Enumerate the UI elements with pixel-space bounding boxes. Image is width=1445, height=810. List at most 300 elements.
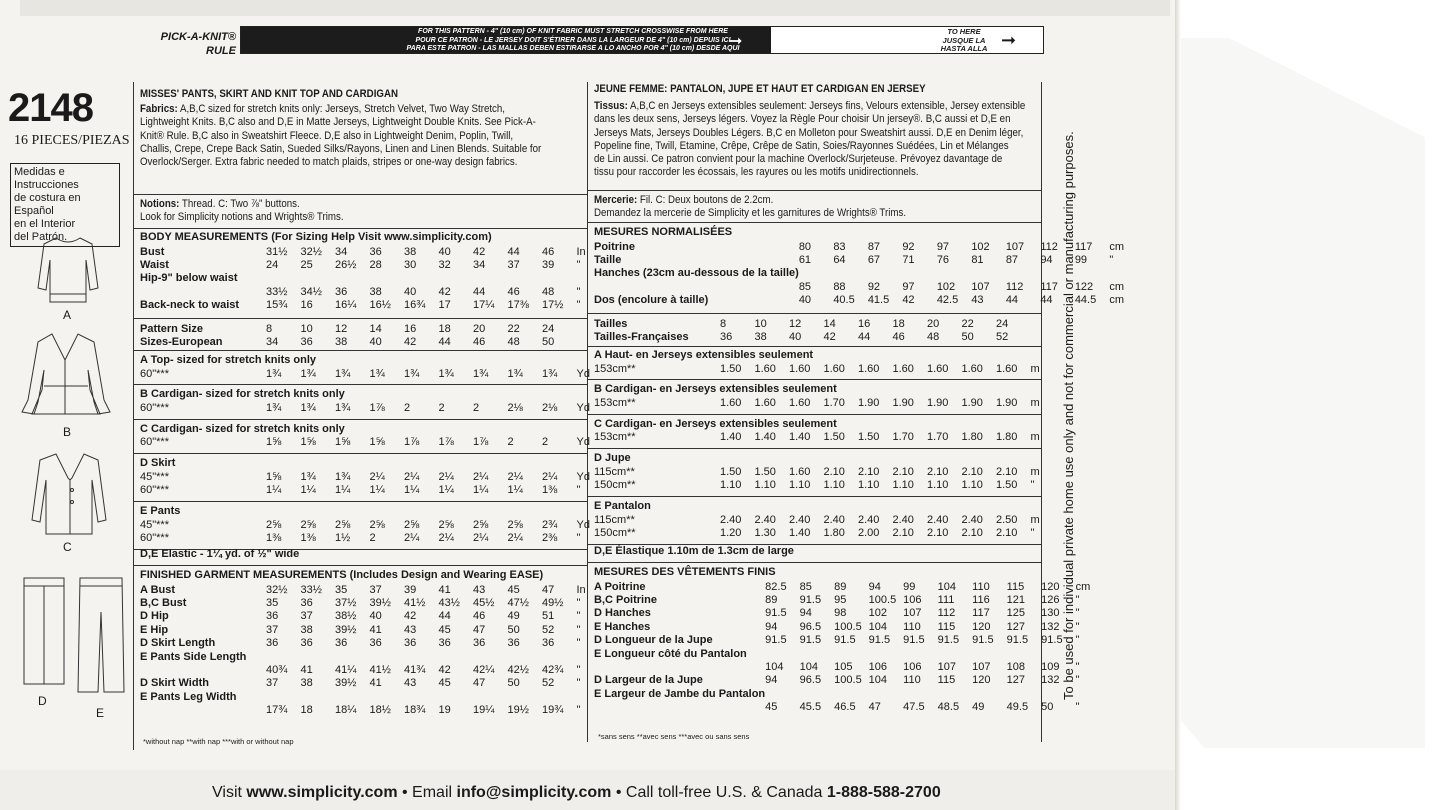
table-cell: 1.80 [996,431,1018,444]
table-cell: 1⅞ [438,436,454,449]
table-cell: 67 [867,254,881,267]
table-cell: 36 [300,336,313,349]
to-here-en: TO HERE [947,27,981,36]
tissus-label: Tissus: [594,100,628,113]
table-cell [140,663,266,676]
table-cell: In [576,583,586,596]
spanish-note-line: Medidas e Instrucciones [14,166,79,191]
usage-restriction-note: To be used for individual private home use only and not for commercial or manufacturing purposes. [1061,131,1076,700]
table-cell: 104 [765,661,784,674]
table-cell: Waist [140,259,169,272]
stretch-line-fr: POUR CE PATRON - LE JERSEY DOIT S'ÉTIRER DANS LA LARGEUR DE 4" (10 cm) DEPUIS ICI [415,36,731,44]
fabrics-line: A,B,C sized for stretch knits only: Jerseys, Stretch Velvet, Two Way Stretch, [177,103,506,116]
table-cell: 1.60 [754,397,776,410]
table-cell: 1⅝ [266,470,282,483]
measurement-table [140,401,597,414]
measurement-table [594,396,1051,409]
table-cell: 1.50 [754,465,776,478]
table-cell: 16¼ [335,299,357,312]
table-cell: 117 [1074,240,1093,253]
table-cell: 41 [369,623,382,636]
table-cell: 46 [542,245,555,258]
table-cell: 41½ [369,664,391,677]
section-heading: A Haut [594,349,630,361]
table-cell: 2 [473,402,480,415]
table-cell: 42 [823,331,836,344]
notions-label: Notions: [140,198,180,210]
table-cell: 30 [404,259,417,272]
table-cell: 2.00 [858,527,880,540]
notions-text-2: Look for Simplicity notions and Wrights® Trims. [140,211,344,224]
table-cell: A Bust [140,583,176,596]
divider [587,562,1041,563]
table-cell: 121 [1006,594,1026,607]
measurement-table [140,322,577,349]
table-cell: 45"*** [140,518,169,531]
table-cell: 32½ [266,583,288,596]
table-cell: 94 [799,607,812,620]
table-cell: 40 [789,331,802,344]
table-cell: 94 [1040,254,1053,267]
section-heading: A Top [140,354,170,366]
table-cell: " [1075,661,1080,674]
table-cell: 1¾ [266,402,282,415]
table-cell: 44 [1005,294,1019,307]
table-cell: 2¼ [404,532,420,545]
table-cell: 36 [438,637,451,650]
table-cell [335,272,370,285]
table-cell [800,687,835,700]
table-row [594,701,1096,714]
spanish-note-line: en el Interior [14,218,76,230]
table-cell: 38 [369,285,382,298]
table-cell: 117 [1040,280,1058,293]
table-cell: 41 [438,583,451,596]
section-title [594,349,813,361]
table-cell: E Pants Side Length [140,650,247,663]
table-cell: 37 [369,583,382,596]
table-cell: 1.70 [892,431,914,444]
table-cell: 40 [798,294,812,307]
divider [133,384,587,385]
section-heading: C Cardigan [140,422,199,435]
table-cell [473,650,508,663]
table-cell: 42½ [507,664,529,677]
view-e-pants-sketch [74,572,128,698]
table-cell: 43 [404,677,417,690]
table-cell: 8 [720,317,727,330]
table-cell: 1.90 [927,397,949,410]
table-cell: E Longueur côté du Pantalon [594,647,747,660]
table-row [140,367,597,380]
table-cell: 91.5 [765,607,787,620]
table-cell: 1⅜ [300,532,316,545]
section-heading: D,E Élastique [594,545,665,557]
table-cell: 106 [868,661,888,674]
table-cell [1076,687,1096,700]
section-heading: D Skirt [140,457,176,470]
table-cell: 34 [266,336,279,349]
table-cell: 120 [972,620,991,633]
table-cell: 1¼ [404,484,420,497]
table-cell: 17⅜ [507,299,529,312]
table-cell: 2¼ [438,532,454,545]
table-cell: 61 [798,254,812,267]
table-cell [765,647,800,660]
measurement-table [140,436,597,449]
table-cell: 99 [1074,254,1088,267]
table-cell: Hanches (23cm au-dessous de la taille) [594,267,799,280]
table-cell [594,701,765,714]
table-cell: 2⅛ [542,402,558,415]
table-cell: 2 [507,436,514,449]
table-row [140,518,597,531]
notions-text: Thread. C: Two ⅞" buttons. [179,198,300,210]
table-cell: 48 [542,285,555,298]
footer-contact [212,784,941,802]
table-cell: 1.60 [996,362,1018,375]
table-cell: cm [1109,240,1124,253]
table-cell: " [576,704,581,717]
spanish-note-line: del Patrón. [14,231,68,243]
table-row [140,258,597,271]
table-row [140,272,597,285]
table-cell: 2.10 [892,527,914,540]
phone-number[interactable]: 1-888-588-2700 [826,784,941,801]
table-cell: Yd [576,518,590,531]
section-heading: BODY MEASUREMENTS (For Sizing Help Visit www.simplicity.com) [140,231,492,243]
table-cell: 42.5 [936,294,959,307]
table-cell: 36 [266,610,279,623]
table-cell: 1.60 [892,362,914,375]
section-title [594,500,651,512]
table-cell: 47 [473,677,486,690]
call-label: • Call toll-free U.S. & Canada [611,784,827,801]
table-cell: 1¼ [300,484,316,497]
table-row [140,650,597,663]
table-cell: 33½ [300,583,322,596]
table-row [594,647,1096,660]
table-cell: 1⅝ [369,436,385,449]
table-cell: 36 [404,637,417,650]
table-cell: 45½ [473,597,495,610]
table-cell: cm [1109,294,1124,307]
table-cell: 107 [1005,240,1025,253]
table-cell: 37½ [335,597,357,610]
table-cell [473,690,508,703]
table-cell: 36 [507,637,520,650]
table-cell: 2 [438,402,445,415]
table-cell: 1.60 [789,362,811,375]
table-cell: 2.10 [927,527,949,540]
table-cell: 36 [300,637,313,650]
table-cell: 42 [404,336,417,349]
table-cell: 91.5 [937,634,960,647]
table-cell [335,690,370,703]
table-cell: " [1030,527,1035,540]
table-cell: 28 [369,259,382,272]
section-title [140,548,299,560]
table-cell: 2.10 [892,465,914,478]
section-title [594,452,631,464]
view-e-label: E [96,706,105,720]
table-cell: 52 [542,677,555,690]
website-link[interactable]: www.simplicity.com [246,784,398,801]
table-cell: 1.10 [823,479,845,492]
table-row [140,596,597,609]
table-row [594,513,1051,526]
table-cell: 46.5 [834,701,856,714]
table-row [140,610,597,623]
table-cell: Hip-9" below waist [140,272,238,285]
table-cell: 47 [542,583,555,596]
table-cell: 48 [507,336,520,349]
divider [587,313,1041,314]
table-row [594,267,1129,280]
table-cell: 85 [798,280,812,293]
table-cell: " [1075,620,1080,633]
table-cell: 126 [1041,594,1060,607]
table-cell: 49 [507,610,520,623]
table-cell: 43 [473,583,486,596]
table-cell: 41¼ [335,664,357,677]
section-heading: E Pantalon [594,500,651,512]
table-cell: 40 [369,610,382,623]
pick-a-knit-label: PICK-A-KNIT® [160,31,236,43]
table-cell: 1.10 [927,479,949,492]
tissus-line: tissu pour raccorder les écossais, les rayures ou les motifs unidirectionnels. [594,166,919,179]
table-row [140,436,597,449]
table-cell [902,267,937,280]
table-cell [972,687,1007,700]
table-cell: 106 [903,661,922,674]
table-cell: 24 [996,317,1009,330]
section-note: - en Jerseys extensibles seulement [629,349,814,361]
table-cell: Back-neck to waist [140,299,240,312]
section-heading: FINISHED GARMENT MEASUREMENTS (Includes Design and Wearing EASE) [140,569,544,581]
table-cell: 50 [1041,701,1054,714]
email-link[interactable]: info@simplicity.com [456,784,612,801]
table-cell: 22 [961,317,974,330]
table-cell: 104 [799,661,819,674]
table-cell: 37 [266,677,279,690]
table-cell: 102 [868,607,888,620]
table-cell [542,690,577,703]
table-cell: 99 [903,580,916,593]
table-cell: 44 [858,331,871,344]
table-cell: 46 [507,285,520,298]
table-cell: 1¼ [266,484,282,497]
table-cell: 1⅝ [335,436,351,449]
table-cell: 81 [971,254,984,267]
table-cell: 1.80 [823,527,845,540]
table-cell: 2 [369,532,376,545]
table-cell: 153cm** [594,397,636,410]
table-cell: 94 [765,674,778,687]
table-cell: 38 [300,677,313,690]
table-cell: 91.5 [903,634,925,647]
table-cell: 1¾ [335,402,351,415]
table-cell: 36 [335,637,348,650]
table-cell: E Hip [140,623,169,636]
table-cell: 2⅝ [369,518,385,531]
table-cell: 41½ [404,597,426,610]
table-cell: " [576,677,581,690]
envelope-flap [1180,38,1425,748]
table-cell: 1.60 [789,397,811,410]
table-cell: 2.10 [961,465,983,478]
view-d-skirt-sketch [20,572,68,692]
table-cell: 132 [1041,620,1060,633]
table-cell: 1.90 [961,397,983,410]
table-cell: 94 [765,620,778,633]
tissus-line: Popeline fine, Twill, Etamine, Crêpe, Crêpe de Satin, Soies/Rayonnes Suédées, Lin et Mélanges [594,139,1009,152]
table-cell [301,272,336,285]
section-title [594,383,837,395]
table-cell: 1.50 [720,362,742,375]
measurement-table [140,470,597,497]
table-cell: 44 [507,245,520,258]
table-cell: 102 [936,280,956,293]
table-cell: 49½ [542,597,564,610]
table-cell: 36 [335,285,348,298]
table-cell: 1.10 [858,479,880,492]
table-cell: 64 [833,254,846,267]
table-cell [938,647,973,660]
section-heading: MESURES NORMALISÉES [594,226,733,238]
table-cell: 41.5 [867,294,890,307]
table-cell: 37 [507,259,520,272]
table-cell: 20 [473,322,486,335]
measurement-table [140,245,597,312]
table-cell: 2⅝ [404,518,420,531]
table-cell: 116 [972,594,990,607]
section-heading: C Cardigan [594,417,653,430]
table-cell: 130 [1041,607,1060,620]
table-cell: 1¼ [335,484,351,497]
table-cell: 1¼ [473,484,489,497]
section-heading: B Cardigan [594,383,653,396]
table-cell: 87 [867,240,881,253]
table-cell: 127 [1006,620,1026,633]
divider [133,318,587,319]
measurement-table [594,513,1051,540]
section-title [140,569,543,581]
table-cell: " [576,597,581,610]
table-cell [370,650,405,663]
table-cell: Taille [594,254,622,267]
table-cell: 1.70 [927,431,949,444]
table-cell: 2⅝ [300,518,316,531]
table-cell: 2.40 [961,513,983,526]
table-cell: 42¼ [473,664,495,677]
table-cell [140,285,266,298]
table-cell: 1.40 [720,431,742,444]
table-cell: " [576,623,581,636]
table-cell: " [576,484,581,497]
table-cell: Tailles [594,317,628,330]
table-cell: 1¾ [335,470,351,483]
table-cell: " [576,285,581,298]
table-cell: 43 [404,623,417,636]
table-cell: 1¾ [300,367,316,380]
table-cell: 100.5 [834,674,862,687]
table-cell: 2.40 [754,513,776,526]
view-c-label: C [63,540,72,554]
table-cell: 50 [961,331,974,344]
table-cell: 2.40 [823,513,845,526]
table-cell: Sizes-European [140,336,223,349]
table-cell: 87 [1005,254,1019,267]
table-cell: 76 [936,254,950,267]
table-cell [404,690,439,703]
table-cell: 1.40 [789,431,811,444]
table-cell: 97 [902,280,915,293]
section-note: - en Jerseys extensibles seulement [652,417,837,430]
table-cell: 1¾ [369,367,385,380]
section-title [594,545,794,557]
to-here-label [929,28,999,54]
table-cell: 80 [798,240,812,253]
table-cell: 32½ [300,245,322,258]
english-notions [140,198,540,224]
table-cell [301,690,336,703]
table-cell: 2⅛ [507,402,523,415]
table-cell: 37 [300,610,313,623]
section-heading: B Cardigan [140,388,199,401]
table-cell: 26½ [335,259,357,272]
table-cell: cm [1075,580,1091,593]
table-cell: " [576,637,581,650]
table-cell: 44 [438,610,451,623]
left-column-rule [133,82,134,750]
stretch-line-es: PARA ESTE PATRON - LAS MALLAS DEBEN ESTIRARSE A LO ANCHO POR 4" (10 cm) DESDE AQUI [406,45,740,52]
table-cell: 19¼ [473,704,495,717]
tissus-line: dans les deux sens, Jerseys légers. Voyez la Règle Pour choisir Un jersey®. B,C aussi et D,E en [594,113,1011,126]
table-cell: 1.10 [961,479,983,492]
table-cell: Yd [576,436,590,449]
divider [587,190,1041,191]
rule-label: RULE [206,45,236,57]
table-cell: 1¾ [335,367,351,380]
table-cell: 1¼ [507,484,523,497]
table-row [594,280,1129,293]
table-cell: 40 [438,245,451,258]
table-cell: 36 [369,245,382,258]
table-cell: 104 [868,674,888,687]
tissus-line: A,B,C en Jerseys extensibles seulement: Jerseys fins, Velours extensible, Jersey extensible [627,100,1026,113]
table-cell: 50 [542,336,555,349]
table-cell: 18½ [369,704,391,717]
table-cell: E Hanches [594,620,651,633]
stretch-line-en: FOR THIS PATTERN - 4" (10 cm) OF KNIT FABRIC MUST STRETCH CROSSWISE FROM HERE [418,28,728,35]
view-d-label: D [38,694,47,708]
measurement-table [594,362,1051,375]
table-cell: 44.5 [1074,294,1097,307]
table-cell: 2¼ [542,470,558,483]
table-cell: 2.10 [961,527,983,540]
table-cell [937,267,972,280]
table-cell: 92 [902,240,915,253]
measurement-table [594,580,1096,714]
table-cell [439,650,474,663]
section-title [140,388,345,400]
table-cell: 46 [473,336,486,349]
table-cell [508,690,543,703]
table-cell: 1⅝ [266,436,282,449]
pick-a-knit-rule [240,26,1044,54]
table-cell: 45 [438,677,451,690]
